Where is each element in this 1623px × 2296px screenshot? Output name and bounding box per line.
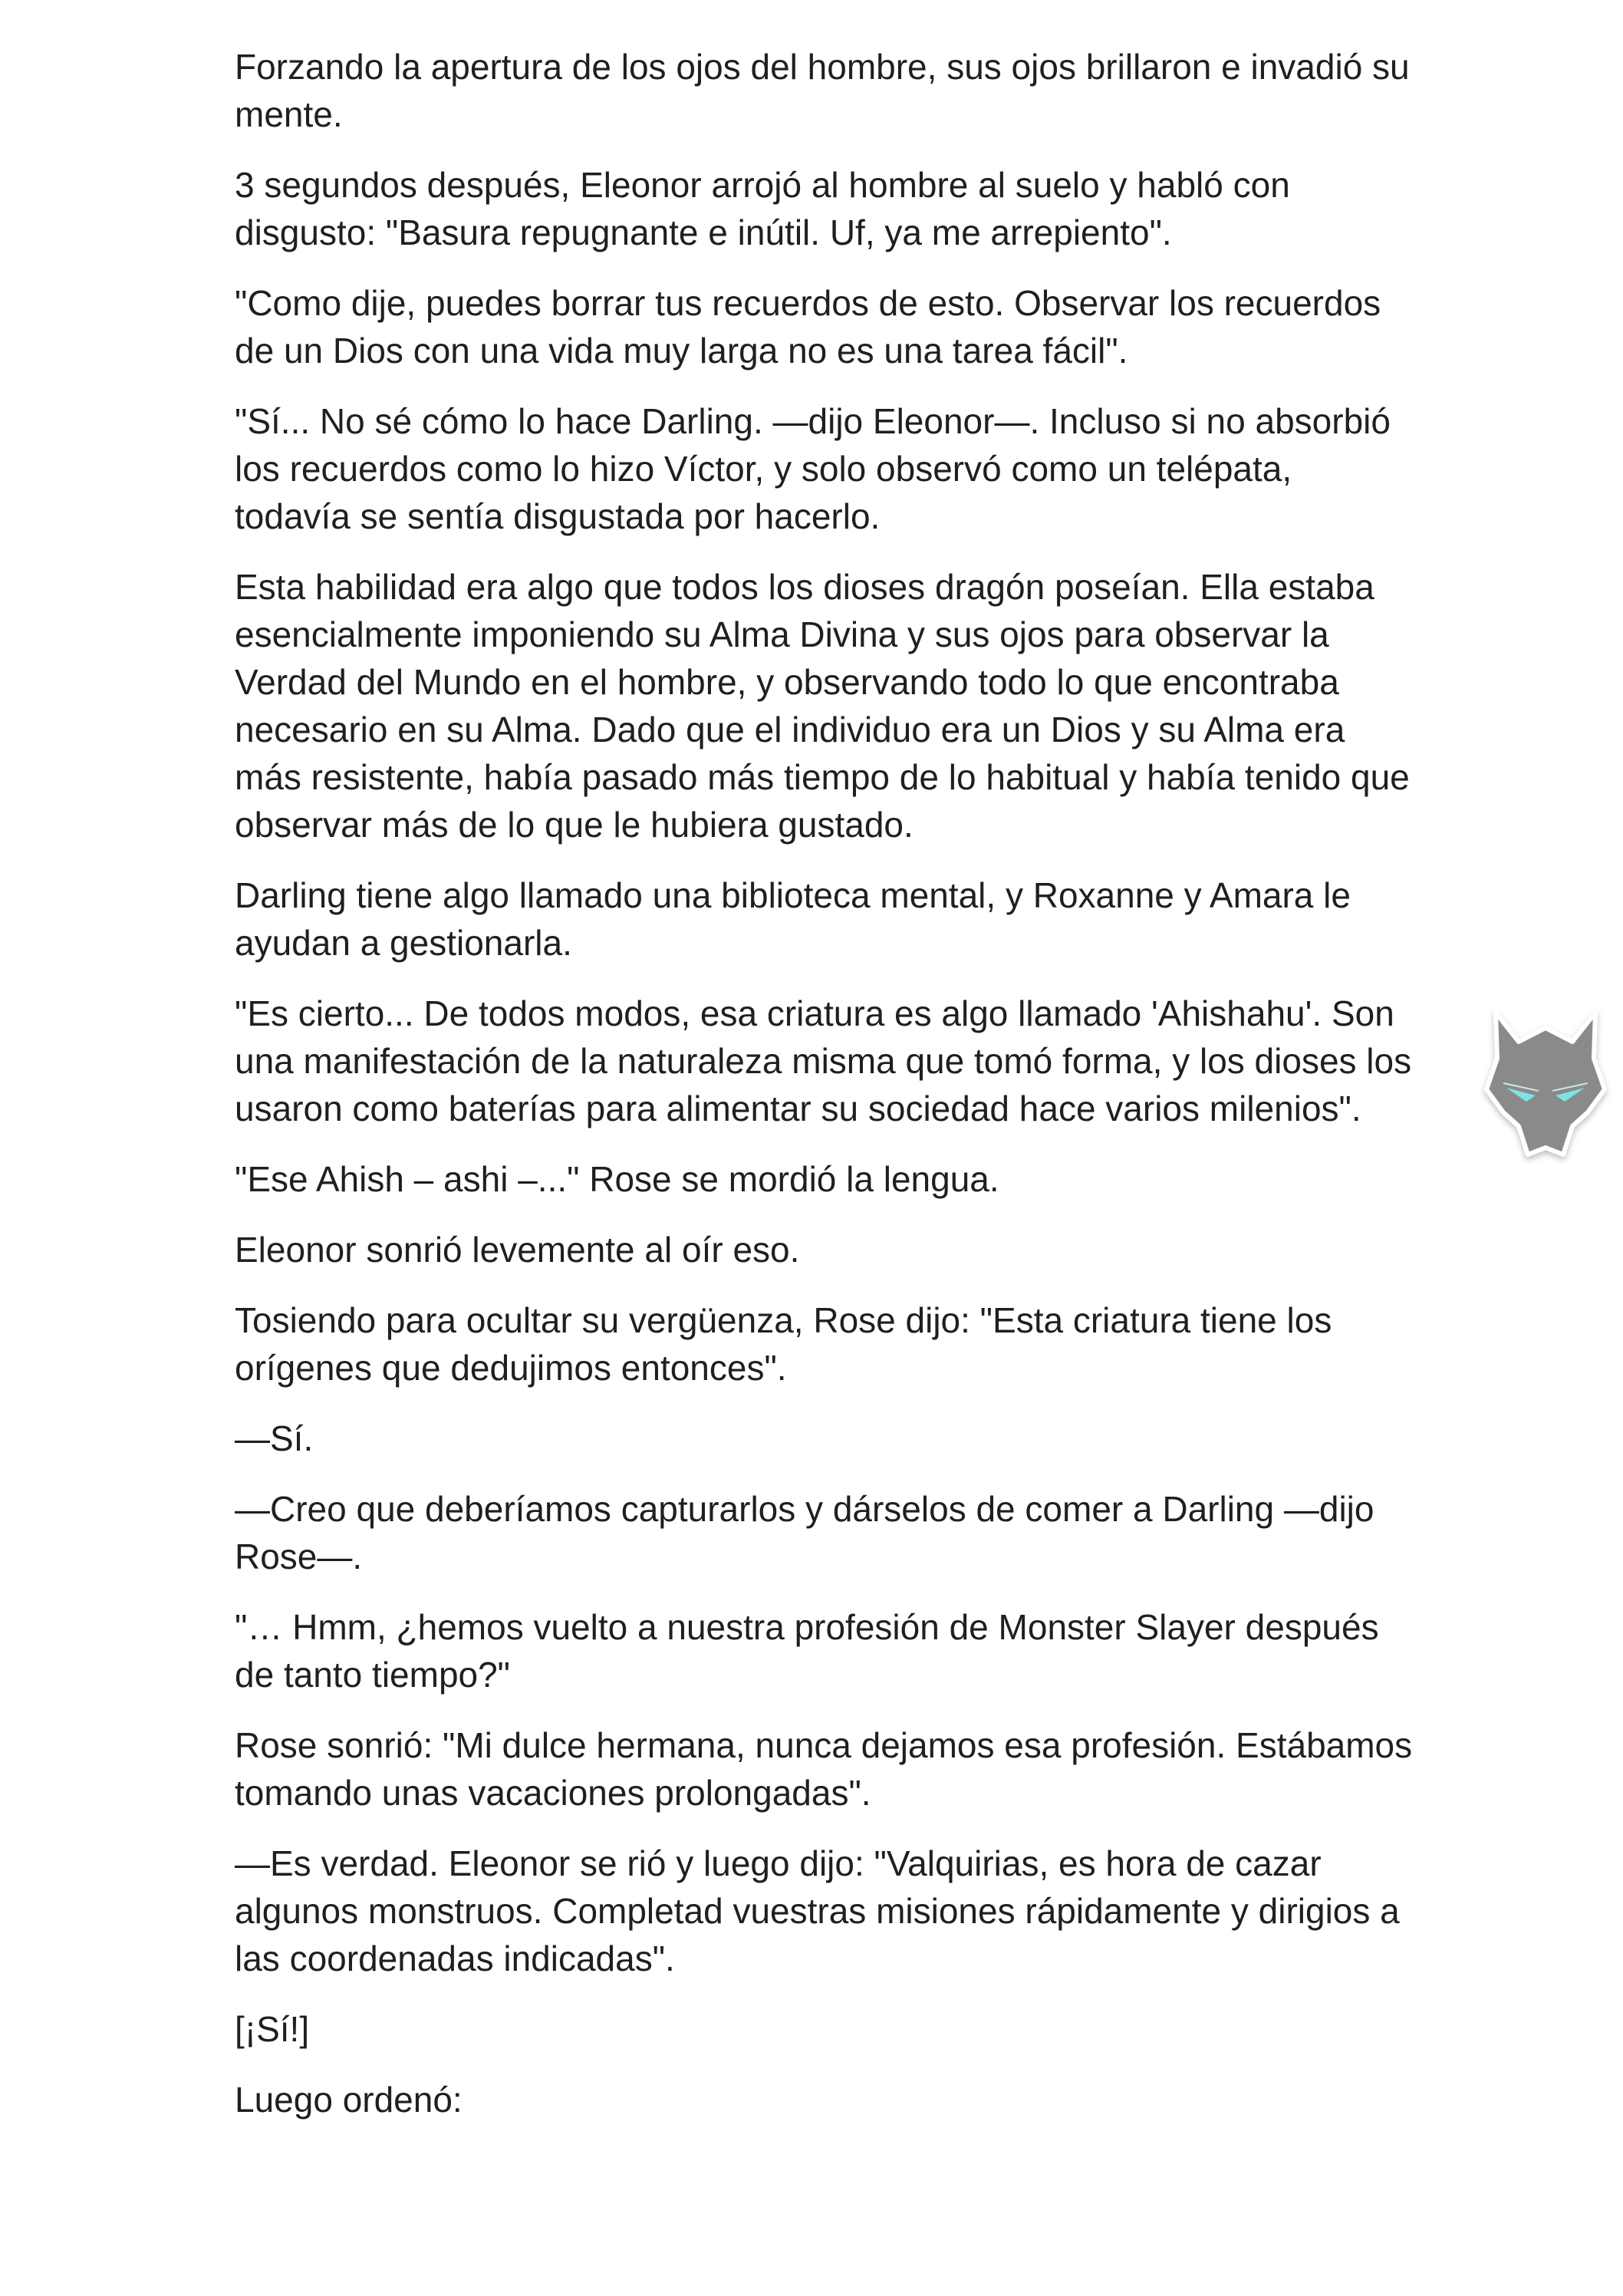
paragraph-11: —Sí. [235,1418,314,1458]
paragraph-14: Rose sonrió: "Mi dulce hermana, nunca dejamos esa profesión. Estábamos tomando unas vacaciones prolongadas". [235,1725,1413,1813]
paragraph-13: "… Hmm, ¿hemos vuelto a nuestra profesión de Monster Slayer después de tanto tiempo?" [235,1607,1379,1695]
paragraph-4: "Sí... No sé cómo lo hace Darling. —dijo Eleonor—. Incluso si no absorbió los recuerdos como lo hizo Víctor, y solo observó como un telépata, todavía se sentía disgustada por hacerlo. [235,401,1391,536]
document-body [235,43,1416,2146]
paragraph-17: Luego ordenó: [235,2080,463,2120]
paragraph-16: [¡Sí!] [235,2009,310,2049]
demon-head-watermark-icon [1473,997,1618,1166]
paragraph-8: "Ese Ahish – ashi –..." Rose se mordió la lengua. [235,1159,999,1199]
paragraph-7: "Es cierto... De todos modos, esa criatura es algo llamado 'Ahishahu'. Son una manifestación de la naturaleza misma que tomó forma, y los dioses los usaron como baterías para alimentar su sociedad hace varios milenios". [235,993,1412,1128]
paragraph-5: Esta habilidad era algo que todos los dioses dragón poseían. Ella estaba esencialmente imponiendo su Alma Divina y sus ojos para observar la Verdad del Mundo en el hombre, y observando todo lo que encontraba necesario en su Alma. Dado que el individuo era un Dios y su Alma era más resistente, había pasado más tiempo de lo habitual y había tenido que observar más de lo que le hubiera gustado. [235,567,1410,845]
paragraph-3: "Como dije, puedes borrar tus recuerdos de esto. Observar los recuerdos de un Dios con una vida muy larga no es una tarea fácil". [235,283,1381,371]
paragraph-1: Forzando la apertura de los ojos del hombre, sus ojos brillaron e invadió su mente. [235,47,1410,134]
paragraph-2: 3 segundos después, Eleonor arrojó al hombre al suelo y habló con disgusto: "Basura repugnante e inútil. Uf, ya me arrepiento". [235,165,1290,252]
paragraph-10: Tosiendo para ocultar su vergüenza, Rose dijo: "Esta criatura tiene los orígenes que dedujimos entonces". [235,1300,1332,1388]
paragraph-6: Darling tiene algo llamado una biblioteca mental, y Roxanne y Amara le ayudan a gestionarla. [235,875,1351,963]
paragraph-12: —Creo que deberíamos capturarlos y dárselos de comer a Darling —dijo Rose—. [235,1489,1374,1576]
paragraph-15: —Es verdad. Eleonor se rió y luego dijo: "Valquirias, es hora de cazar algunos monstruos. Completad vuestras misiones rápidamente y dirigios a las coordenadas indicadas". [235,1843,1400,1978]
paragraph-9: Eleonor sonrió levemente al oír eso. [235,1230,800,1270]
